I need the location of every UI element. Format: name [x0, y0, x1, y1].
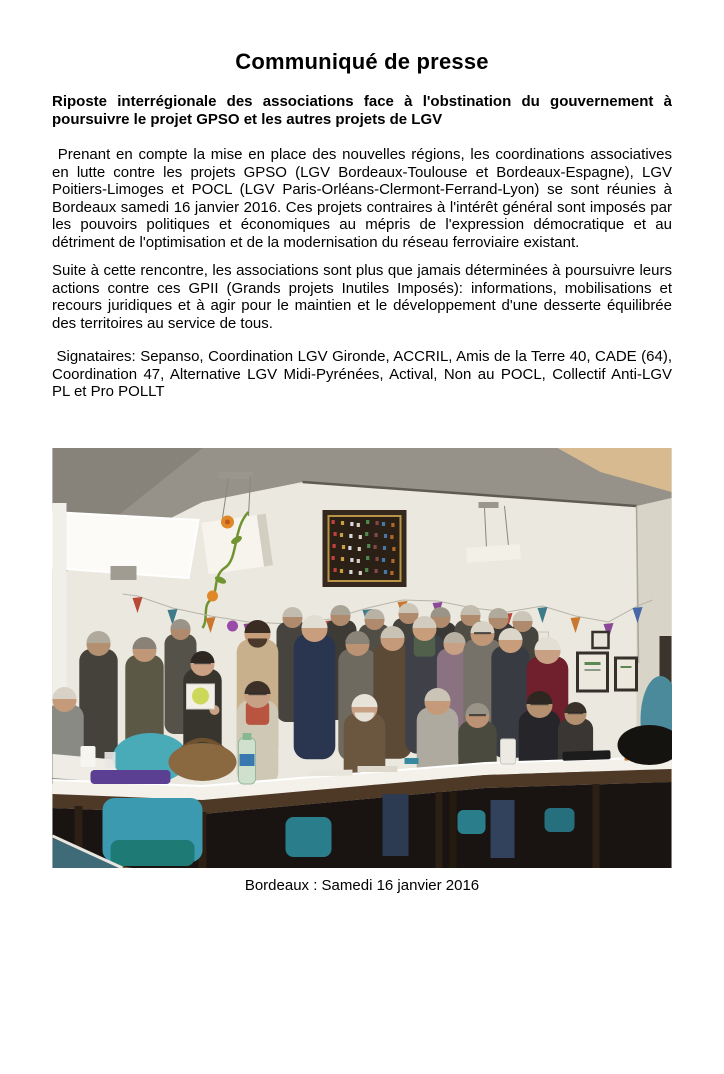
teal-chair — [286, 817, 332, 857]
glass — [105, 752, 116, 768]
table-leg — [450, 792, 457, 868]
flower-purple — [227, 620, 238, 631]
papers — [308, 769, 352, 776]
jeans-legs — [491, 800, 515, 858]
paragraph-3: Signataires: Sepanso, Coordination LGV Gironde, ACCRIL, Amis de la Terre 40, CADE (64), Coordination 47, Alternative LGV Midi-Pyrénées, Actival, Non au POCL, Collectif Anti-LGV PL et Pro POLLT — [52, 348, 677, 400]
paragraph-1: Prenant en compte la mise en place des nouvelles régions, les coordinations associatives en lutte contre les projets GPSO (LGV Bordeaux-Toulouse et Bordeaux-Espagne), LGV Poitiers-Limoges et POCL (LGV Paris-Orléans-Clermont-Ferrand-Lyon) se sont réunies à Bordeaux samedi 16 janvier 2016. Ces projets contraires à l'intérêt général sont imposés par les pouvoirs politiques et économiques au mépris de l'expression démocratique et au détriment de l'optimisation et de la modernisation du réseau ferroviaire existant. — [52, 146, 677, 251]
person — [294, 615, 336, 759]
teal-chair — [458, 810, 486, 834]
teal-chair — [545, 808, 575, 832]
white-cup — [81, 746, 96, 767]
wall-vent — [111, 566, 137, 580]
group-photo-illustration — [52, 448, 672, 868]
subtitle: Riposte interrégionale des associations face à l'obstination du gouvernement à poursuivre le projet GPSO et les autres projets de LGV — [52, 93, 672, 128]
page-title: Communiqué de presse — [235, 49, 489, 74]
flower-orange-2 — [207, 590, 218, 601]
jeans-legs — [383, 794, 409, 856]
white-cup-2 — [501, 739, 516, 764]
press-release-page — [0, 50, 724, 895]
purple-folder — [91, 770, 171, 784]
photo-figure — [52, 448, 672, 895]
papers — [358, 766, 398, 772]
dark-folder — [562, 750, 610, 761]
person — [79, 631, 117, 764]
photo-caption: Bordeaux : Samedi 16 janvier 2016 — [244, 876, 480, 894]
paragraph-2: Suite à cette rencontre, les associations sont plus que jamais déterminées à poursuivre leurs actions contre ces GPII (Grands projets Inutiles Imposés): informations, mobilisations et recours juridiques et à agir pour le maintien et le développement d'une desserte équilibrée des territoires au service de tous. — [52, 262, 677, 332]
small-item — [405, 758, 419, 764]
brown-handbag — [169, 743, 237, 781]
table-leg — [593, 784, 600, 868]
group-photo — [52, 448, 672, 868]
framed-picture — [323, 510, 407, 587]
table-leg — [436, 792, 443, 868]
